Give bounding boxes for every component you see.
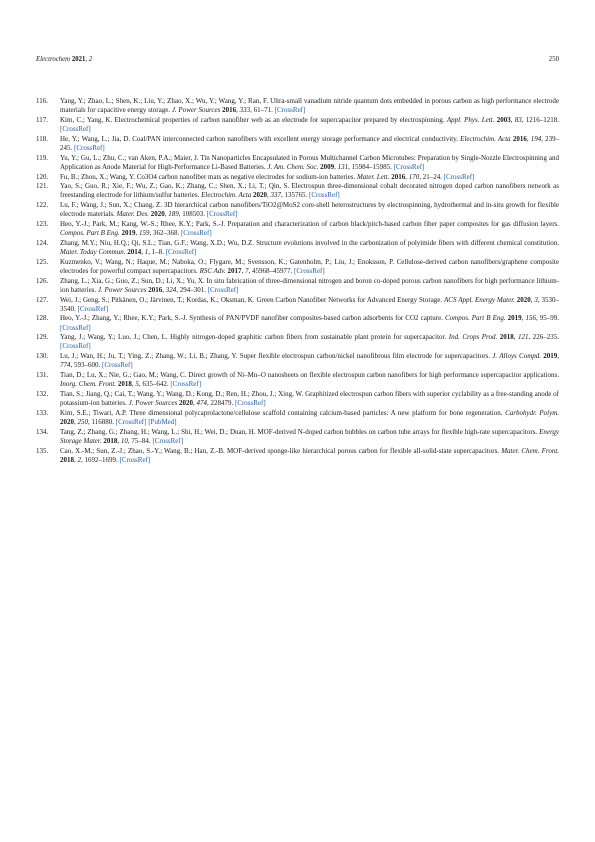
reference-body: Zhang, M.Y.; Niu, H.Q.; Qi, S.L.; Tian, G.F.; Wang, X.D.; Wu, D.Z. Structure evolutions involved in the carbonization of polyimide fibers with different chemical constitution. Mater. Today Commun. 2014, 1, 1–8. [CrossRef] (60, 238, 560, 256)
journal-name: Electrochem (36, 55, 71, 63)
reference-item (36, 371, 559, 389)
reference-item (36, 116, 559, 134)
crossref-link[interactable]: [CrossRef] (152, 436, 184, 445)
reference-item (36, 182, 559, 200)
reference-pages: 15984–15985. (351, 162, 392, 171)
reference-item (36, 428, 559, 446)
reference-year: 2020 (178, 399, 193, 407)
reference-journal: ACS Appl. Energy Mater. (444, 295, 515, 304)
reference-body: He, Y.; Wang, L.; Jia, D. Coal/PAN interconnected carbon nanofibers with excellent energy storage performance and electrical conductivity. Electrochim. Acta 2016, 194, 239–245. [CrossRef] (60, 134, 560, 152)
reference-year: 2018 (499, 333, 514, 342)
reference-number: 133. (36, 408, 49, 417)
reference-pages: 1–8. (151, 248, 164, 256)
reference-volume: 83 (514, 115, 522, 124)
reference-number: 129. (36, 333, 49, 342)
reference-pages: 21–24. (422, 172, 442, 181)
reference-authors: Lu, J.; Wan, H.; Ju, T.; Ying, Z.; Zhang, W.; Li, B.; Zhang, Y. (60, 352, 238, 361)
reference-authors: Fu, B.; Zhou, X.; Wang, Y. (60, 172, 135, 181)
reference-year: 2019 (543, 352, 558, 361)
reference-item (36, 447, 559, 465)
journal-citation: Electrochem 2021, 2 (36, 55, 93, 63)
reference-authors: Yang, Y.; Zhao, L.; Shen, K.; Liu, Y.; Zhao, X.; Wu, Y.; Wang, Y.; Ran, F. (60, 97, 269, 105)
reference-title: In situ fabrication of three-dimensional nitrogen and boron co-doped porous carbon nanofibers for high performance lithium-ion batteries. (60, 276, 559, 294)
reference-authors: Yao, S.; Guo, R.; Xie, F.; Wu, Z.; Gao, K.; Zhang, C.; Shen, X.; Li, T.; Qin, S. (60, 182, 290, 191)
reference-body: Tian, S.; Jiang, Q.; Cai, T.; Wang, Y.; Wang, D.; Kong, D.; Ren, H.; Zhou, J.; Xing, W. Graphitized electrospun carbon fibers with superior cyclability as a free-standing anode of potassium-ion batteries. J. Power Sources 2020, 474, 228479. [CrossRef] (60, 389, 559, 407)
reference-number: 135. (36, 446, 49, 455)
reference-number: 131. (36, 371, 49, 380)
reference-volume: 121 (517, 333, 529, 342)
reference-number: 119. (36, 153, 48, 162)
reference-title: MOF-derived sponge-like hierarchical porous carbon for flexible all-solid-state supercapacitors. (226, 446, 500, 455)
reference-authors: Tian, D.; Lu, X.; Nie, G.; Gao, M.; Wang, C. (60, 371, 187, 380)
reference-authors: Wei, J.; Geng, S.; Pitkänen, O.; Järvinen, T.; Kordas, K.; Oksman, K. (60, 295, 255, 304)
reference-pages: 362–368. (152, 229, 180, 238)
reference-title: Co3O4 carbon nanofiber mats as negative electrodes for sodium-ion batteries. (136, 172, 356, 181)
reference-authors: Heo, Y.-J.; Park, M.; Kang, W.-S.; Rhee, K.Y.; Park, S.-J. (60, 220, 226, 229)
reference-pages: 1216–1218. (525, 115, 560, 124)
reference-journal: Electrochim. Acta (460, 134, 511, 143)
reference-pages: 75–84. (131, 436, 151, 445)
reference-authors: Yu, Y.; Gu, L.; Zhu, C.; van Aken, P.A.; Maier, J. (60, 153, 199, 162)
reference-body: Yu, Y.; Gu, L.; Zhu, C.; van Aken, P.A.; Maier, J. Tin Nanoparticles Encapsulated in Porous Multichannel Carbon Microtubes: Preparation by Single-Nozzle Electrospinning and Application as Anode Material for High-Performance Li-Based Batteries. J. Am. Chem. Soc. 2009, 131, 15984–15985. [CrossRef] (60, 153, 559, 171)
reference-item (36, 201, 559, 219)
reference-year: 2017 (227, 266, 242, 275)
reference-volume: 474 (196, 399, 207, 407)
reference-item (36, 333, 559, 351)
crossref-link[interactable]: [CrossRef] (180, 229, 212, 238)
reference-journal: J. Alloys Compd. (492, 352, 542, 361)
reference-item (36, 352, 559, 370)
reference-item (36, 239, 559, 257)
reference-pages: 135765. (284, 191, 308, 200)
reference-title: Ultra-small vanadium nitride quantum dots embedded in porous carbon as high performance electrode materials for capacitive energy storage. (60, 97, 560, 115)
reference-number: 127. (36, 295, 49, 304)
reference-volume: 324 (165, 285, 177, 294)
reference-authors: Kim, S.E.; Tiwari, A.P. (60, 408, 127, 417)
reference-authors: Yang, J.; Wang, Y.; Luo, J.; Chen, L. (60, 333, 168, 342)
reference-body: Yang, J.; Wang, Y.; Luo, J.; Chen, L. Highly nitrogen-doped graphitic carbon fibers from sustainable plant protein for supercapacitor. Ind. Crops Prod. 2018, 121, 226–235. [CrossRef] (60, 333, 559, 351)
reference-year: 2018 (103, 436, 118, 445)
reference-volume: 250 (77, 417, 88, 426)
crossref-link[interactable]: [CrossRef] (119, 455, 151, 464)
reference-authors: Kuzmenko, V.; Wang, N.; Haque, M.; Naboka, O.; Flygare, M.; Svensson, K.; Gatenholm, P.; Liu, J.; Enoksson, P. (60, 257, 394, 266)
reference-authors: Zhang, M.Y.; Niu, H.Q.; Qi, S.L.; Tian, G.F.; Wang, X.D.; Wu, D.Z. (60, 238, 255, 247)
journal-year: 2021 (71, 55, 86, 63)
reference-item (36, 390, 559, 408)
reference-authors: Tian, S.; Jiang, Q.; Cai, T.; Wang, Y.; Wang, D.; Kong, D.; Ren, H.; Zhou, J.; Xing, W. (60, 389, 304, 398)
reference-title: Tin Nanoparticles Encapsulated in Porous Multichannel Carbon Microtubes: Preparation by Single-Nozzle Electrospinning and Application as Anode Material for High-Performance Li-Based Batteries. (60, 153, 559, 171)
reference-title: Coal/PAN interconnected carbon nanofibers with excellent energy storage performance and electrical conductivity. (132, 134, 459, 143)
reference-body: Heo, Y.-J.; Zhang, Y.; Rhee, K.Y.; Park, S.-J. Synthesis of PAN/PVDF nanofiber composites-based carbon adsorbents for CO2 capture. Compos. Part B Eng. 2019, 156, 95–99. [CrossRef] (60, 314, 560, 332)
reference-number: 123. (36, 220, 49, 229)
reference-title: Direct growth of Ni–Mn–O nanosheets on flexible electrospun carbon nanofibers for high performance supercapacitor applications. (188, 371, 559, 380)
crossref-link[interactable]: [CrossRef] (60, 124, 91, 133)
reference-volume: 7 (245, 266, 249, 275)
reference-number: 124. (36, 238, 49, 247)
reference-year: 2018 (60, 455, 74, 464)
crossref-link[interactable]: [CrossRef] (60, 323, 91, 332)
reference-year: 2016 (512, 134, 527, 143)
reference-volume: 774 (60, 361, 71, 370)
reference-year: 2016 (148, 285, 163, 294)
running-header (36, 52, 559, 66)
reference-pages: 228479. (210, 399, 234, 407)
reference-number: 120. (36, 172, 49, 181)
reference-authors: He, Y.; Wang, L.; Jia, D. (60, 134, 131, 143)
reference-journal: J. Power Sources (128, 399, 178, 407)
reference-journal: Mater. Today Commun. (60, 248, 126, 256)
reference-authors: Tang, Z.; Zhang, G.; Zhang, H.; Wang, L.; Shi, H.; Wei, D.; Duan, H. (60, 427, 256, 436)
reference-authors: Heo, Y.-J.; Zhang, Y.; Rhee, K.Y.; Park, S.-J. (60, 314, 188, 323)
reference-item (36, 135, 559, 153)
reference-number: 128. (36, 314, 49, 323)
reference-volume: 156 (525, 314, 536, 323)
reference-body: Wei, J.; Geng, S.; Pitkänen, O.; Järvinen, T.; Kordas, K.; Oksman, K. Green Carbon Nanofiber Networks for Advanced Energy Storage. ACS Appl. Energy Mater. 2020, 3, 3530–3540. [CrossRef] (60, 295, 559, 313)
reference-body: Yang, Y.; Zhao, L.; Shen, K.; Liu, Y.; Zhao, X.; Wu, Y.; Wang, Y.; Ran, F. Ultra-small vanadium nitride quantum dots embedded in porous carbon as high performance electrode materials for capacitive energy storage. J. Power Sources 2016, 333, 61–71. [CrossRef] (60, 97, 560, 115)
reference-journal: J. Am. Chem. Soc. (267, 162, 319, 171)
reference-body: Zhang, L.; Xia, G.; Guo, Z.; Sun, D.; Li, X.; Yu, X. In situ fabrication of three-dimensional nitrogen and boron co-doped porous carbon nanofibers for high performance lithium-ion batteries. J. Power Sources 2016, 324, 294–301. [CrossRef] (60, 276, 559, 294)
reference-item (36, 296, 559, 314)
reference-volume: 2 (77, 455, 81, 464)
reference-volume: 170 (408, 172, 420, 181)
reference-authors: Cao, X.-M.; Sun, Z.-J.; Zhao, S.-Y.; Wang, B.; Han, Z.-B. (60, 446, 225, 455)
reference-volume: 5 (135, 380, 139, 389)
reference-journal: Energy Storage Mater. (60, 427, 560, 445)
reference-volume: 337 (270, 191, 282, 200)
reference-title: 3D hierarchical carbon nanofibers/TiO2@MoS2 core-shell heterostructures by electrospinning, hydrothermal and in-situ growth for flexible electrode materials. (60, 201, 560, 219)
reference-year: 2016 (391, 172, 406, 181)
reference-body: Lu, F.; Wang, J.; Sun, X.; Chang, Z. 3D hierarchical carbon nanofibers/TiO2@MoS2 core-shell heterostructures by electrospinning, hydrothermal and in-situ growth for flexible electrode materials. Mater. Des. 2020, 189, 108503. [CrossRef] (60, 201, 560, 219)
reference-pages: 45968–45977. (252, 266, 293, 275)
reference-year: 2020 (150, 210, 165, 219)
reference-number: 134. (36, 427, 49, 436)
reference-title: Highly nitrogen-doped graphitic carbon fibers from sustainable plant protein for supercapacitor. (170, 333, 447, 342)
reference-item (36, 97, 559, 115)
reference-pages: 95–99. (539, 314, 560, 323)
reference-volume: 3 (534, 295, 538, 304)
crossref-link[interactable]: [CrossRef] (274, 106, 306, 115)
page-number: 250 (548, 55, 559, 63)
reference-title: Structure evolutions involved in the carbonization of polyimide fibers with different chemical constitution. (256, 238, 560, 247)
crossref-link[interactable]: [CrossRef] (115, 417, 147, 426)
reference-body: Kim, S.E.; Tiwari, A.P. Three dimensional polycaprolactone/cellulose scaffold containing calcium-based particles: A new platform for bone regeneration. Carbohydr. Polym. 2020, 250, 116880. [CrossRef] [PubMed] (60, 408, 560, 426)
reference-list (36, 97, 559, 465)
reference-item (36, 154, 559, 172)
reference-pages: 116880. (91, 417, 114, 426)
reference-number: 132. (36, 389, 49, 398)
reference-journal: J. Power Sources (97, 285, 147, 294)
reference-title: MOF-derived N-doped carbon bubbles on carbon tube arrays for flexible high-rate supercapacitors. (257, 427, 538, 436)
reference-journal: Appl. Phys. Lett. (446, 115, 495, 124)
reference-volume: 333 (239, 106, 251, 115)
reference-journal: Inorg. Chem. Front. (60, 380, 117, 389)
reference-pages: 294–301. (179, 285, 206, 294)
reference-item (36, 258, 559, 276)
reference-volume: 159 (138, 229, 150, 238)
reference-year: 2018 (117, 380, 132, 389)
reference-year: 2003 (496, 115, 511, 124)
reference-pages: 635–642. (142, 380, 169, 389)
reference-body: Kim, C.; Yang, K. Electrochemical properties of carbon nanofiber web as an electrode for supercapacitor prepared by electrospinning. Appl. Phys. Lett. 2003, 83, 1216–1218. [CrossRef] (60, 115, 560, 133)
reference-body: Lu, J.; Wan, H.; Ju, T.; Ying, Z.; Zhang, W.; Li, B.; Zhang, Y. Super flexible electrospun carbon/nickel nanofibrous film electrode for supercapacitors. J. Alloys Compd. 2019, 774, 593–600. [CrossRef] (60, 352, 560, 370)
reference-journal: Mater. Des. (116, 210, 150, 219)
reference-pages: 239–245. (60, 134, 560, 152)
reference-body: Kuzmenko, V.; Wang, N.; Haque, M.; Naboka, O.; Flygare, M.; Svensson, K.; Gatenholm, P.; Liu, J.; Enoksson, P. Cellulose-derived carbon nanofibers/graphene composite electrodes for powerful compact supercapacitors. RSC Adv. 2017, 7, 45968–45977. [CrossRef] (60, 257, 559, 275)
reference-year: 2020 (60, 417, 74, 426)
reference-title: Electrochemical properties of carbon nanofiber web as an electrode for supercapacitor prepared by electrospinning. (114, 115, 445, 124)
reference-authors: Kim, C.; Yang, K. (60, 115, 113, 124)
reference-year: 2019 (507, 314, 522, 323)
reference-journal: RSC Adv. (199, 266, 226, 275)
reference-journal: Compos. Part B Eng. (445, 314, 506, 323)
reference-number: 121. (36, 182, 49, 191)
reference-pages: 1692–1699. (84, 455, 118, 464)
reference-body: Fu, B.; Zhou, X.; Wang, Y. Co3O4 carbon nanofiber mats as negative electrodes for sodium-ion batteries. Mater. Lett. 2016, 170, 21–24. [CrossRef] (60, 172, 475, 181)
crossref-link[interactable]: [CrossRef] (77, 304, 109, 313)
reference-journal: J. Power Sources (171, 106, 221, 115)
reference-title: Graphitized electrospun carbon fibers with superior cyclability as a free-standing anode of potassium-ion batteries. (60, 389, 559, 407)
reference-body: Tian, D.; Lu, X.; Nie, G.; Gao, M.; Wang, C. Direct growth of Ni–Mn–O nanosheets on flexible electrospun carbon nanofibers for high performance supercapacitor applications. Inorg. Chem. Front. 2018, 5, 635–642. [CrossRef] (60, 371, 559, 389)
reference-title: Green Carbon Nanofiber Networks for Advanced Energy Storage. (256, 295, 443, 304)
reference-body: Yao, S.; Guo, R.; Xie, F.; Wu, Z.; Gao, K.; Zhang, C.; Shen, X.; Li, T.; Qin, S. Electrospun three-dimensional cobalt decorated nitrogen doped carbon nanofibers network as freestanding electrode for lithium/sulfur batteries. Electrochim. Acta 2020, 337, 135765. [CrossRef] (60, 182, 560, 200)
reference-volume: 10 (120, 436, 128, 445)
reference-title: Preparation and characterization of carbon black/pitch-based carbon fiber paper composites for gas diffusion layers. (227, 220, 560, 229)
crossref-link[interactable]: [CrossRef] (170, 380, 202, 389)
crossref-link[interactable]: [CrossRef] (207, 285, 239, 294)
reference-number: 126. (36, 276, 49, 285)
crossref-link[interactable]: [CrossRef] (393, 162, 425, 171)
crossref-link[interactable]: [CrossRef] (74, 143, 105, 152)
reference-journal: Mater. Chem. Front. (501, 446, 560, 455)
reference-year: 2019 (121, 229, 136, 238)
reference-authors: Zhang, L.; Xia, G.; Guo, Z.; Sun, D.; Li, X.; Yu, X. (60, 276, 205, 285)
reference-journal: Electrochim. Acta (201, 191, 252, 200)
reference-pages: 226–235. (532, 333, 559, 342)
reference-body: Heo, Y.-J.; Park, M.; Kang, W.-S.; Rhee, K.Y.; Park, S.-J. Preparation and characterization of carbon black/pitch-based carbon fiber paper composites for gas diffusion layers. Compos. Part B Eng. 2019, 159, 362–368. [CrossRef] (60, 220, 560, 238)
reference-pages: 108503. (182, 210, 206, 219)
reference-title: Synthesis of PAN/PVDF nanofiber composites-based carbon adsorbents for CO2 capture. (189, 314, 443, 323)
reference-number: 118. (36, 134, 48, 143)
reference-number: 125. (36, 257, 49, 266)
reference-pages: 61–71. (253, 106, 273, 115)
reference-volume: 1 (144, 248, 149, 256)
reference-title: Electrospun three-dimensional cobalt decorated nitrogen doped carbon nanofibers network as freestanding electrode for lithium/sulfur batteries. (60, 182, 560, 200)
pubmed-link[interactable]: [PubMed] (148, 417, 177, 426)
reference-year: 2020 (253, 191, 268, 200)
reference-pages: 593–600. (74, 361, 101, 370)
reference-volume: 194 (530, 134, 542, 143)
reference-journal: Compos. Part B Eng. (60, 229, 120, 238)
reference-item (36, 314, 559, 332)
crossref-link[interactable]: [CrossRef] (309, 191, 340, 200)
reference-item (36, 277, 559, 295)
reference-authors: Lu, F.; Wang, J.; Sun, X.; Chang, Z. (60, 201, 162, 210)
crossref-link[interactable]: [CrossRef] (294, 266, 325, 275)
reference-year: 2016 (222, 106, 237, 115)
reference-pages: 3530–3540. (60, 295, 559, 313)
crossref-link[interactable]: [CrossRef] (234, 399, 266, 407)
reference-number: 130. (36, 352, 49, 361)
crossref-link[interactable]: [CrossRef] (102, 361, 133, 370)
crossref-link[interactable]: [CrossRef] (165, 248, 197, 256)
reference-volume: 189 (168, 210, 179, 219)
reference-title: Cellulose-derived carbon nanofibers/graphene composite electrodes for powerful compact supercapacitors. (60, 257, 559, 275)
reference-volume: 131 (337, 162, 349, 171)
reference-title: Super flexible electrospun carbon/nickel nanofibrous film electrode for supercapacitors. (239, 352, 491, 361)
reference-year: 2020 (516, 295, 531, 304)
reference-item (36, 173, 559, 182)
reference-year: 2009 (320, 162, 335, 171)
reference-number: 117. (36, 115, 48, 124)
reference-title: Three dimensional polycaprolactone/cellulose scaffold containing calcium-based particles: A new platform for bone regeneration. (129, 408, 503, 417)
crossref-link[interactable]: [CrossRef] (443, 172, 475, 181)
reference-number: 116. (36, 97, 48, 105)
reference-body: Cao, X.-M.; Sun, Z.-J.; Zhao, S.-Y.; Wang, B.; Han, Z.-B. MOF-derived sponge-like hierarchical porous carbon for flexible all-solid-state supercapacitors. Mater. Chem. Front. 2018, 2, 1692–1699. [CrossRef] (60, 446, 560, 464)
reference-journal: Carbohydr. Polym. (505, 408, 560, 417)
reference-year: 2014 (127, 248, 142, 256)
reference-item (36, 409, 559, 427)
reference-number: 122. (36, 201, 49, 210)
journal-volume: 2 (88, 55, 93, 63)
reference-body: Tang, Z.; Zhang, G.; Zhang, H.; Wang, L.; Shi, H.; Wei, D.; Duan, H. MOF-derived N-doped carbon bubbles on carbon tube arrays for flexible high-rate supercapacitors. Energy Storage Mater. 2018, 10, 75–84. [CrossRef] (60, 427, 560, 445)
reference-item (36, 220, 559, 238)
crossref-link[interactable]: [CrossRef] (60, 342, 91, 351)
crossref-link[interactable]: [CrossRef] (206, 210, 238, 219)
reference-journal: Mater. Lett. (356, 172, 390, 181)
reference-journal: Ind. Crops Prod. (448, 333, 498, 342)
